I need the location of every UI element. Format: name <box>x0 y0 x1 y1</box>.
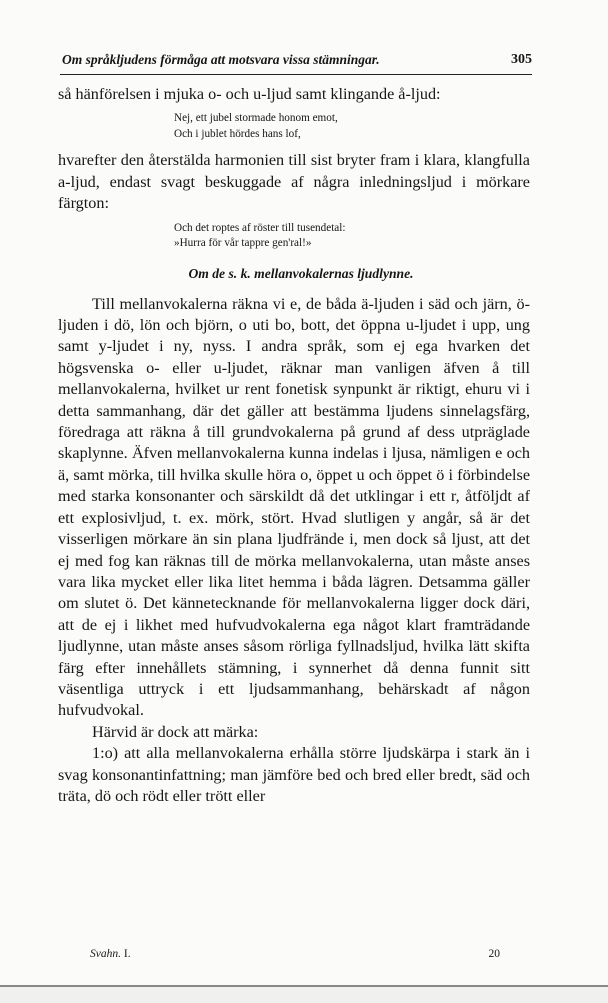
paragraph-3: Till mellanvokalerna räkna vi e, de båda ä-ljuden i säd och järn, ö-ljuden i dö, lön och björn, o uti bo, bott, det öppna u-ljudet i upp, ung samt y-ljudet i ny, nyss. I andra språk, som ej ega hvarken det högsvenska o- eller u-ljudet, räknar man vanligen äfven å till mellanvokalerna, hvilket ur rent fonetisk synpunkt är riktigt, ehuru vi i detta sammanhang, där det gäller att bestämma ljudens sinnelagsfärg, föredraga att räkna å till grundvokalerna på grund af dess utpräglade skaplynne. Äfven mellanvokalerna kunna indelas i ljusa, nämligen e och ä, samt mörka, till hvilka skulle höra o, öppet u och öppet ö i förbindelse med starka konsonanter och särskildt då det utklingar i ett r, åtföljdt af ett explosivljud, t. ex. mörk, stört. Hvad slutligen y angår, så är det visserligen mörkare än sin plana ljudfrände i, men dock så ljust, att det ej med fog kan räknas till de mörka mellanvokalerna, utan måste anses vara lika mycket eller lika litet hemma i båda lägren. Detsamma gäller om slutet ö. Det kännetecknande för mellanvokalerna ligger dock däri, att de ej i likhet med hufvudvokalerna ega något klart framträdande ljudlynne, utan måste anses såsom rörliga fyllnadsljud, hvilka lätt skifta färg efter innehållets stämning, i synnerhet då denna funnit sitt väsentliga uttryck i ett ljudsammanhang, behärskadt af någon hufvudvokal. <box>58 294 530 720</box>
page-number: 305 <box>511 52 532 67</box>
sheet-number: 20 <box>488 948 500 960</box>
scan-bottom-edge <box>0 985 608 1003</box>
paragraph-5: 1:o) att alla mellanvokalerna erhålla större ljudskärpa i stark än i svag konsonantinfattning; man jämföre bed och bred eller bredt, säd och träta, dö och rödt eller trött eller <box>58 744 530 805</box>
verse-line: »Hurra för vår tappre gen'ral!» <box>174 237 312 250</box>
header-rule <box>60 74 532 75</box>
paragraph-1: så hänförelsen i mjuka o- och u-ljud samt klingande å-ljud: <box>58 85 441 103</box>
running-head-title: Om språkljudens förmåga att motsvara vissa stämningar. <box>62 52 380 67</box>
page-footer <box>90 948 500 960</box>
section-heading: Om de s. k. mellanvokalernas ljudlynne. <box>188 265 414 281</box>
verse-line: Nej, ett jubel stormade honom emot, <box>174 112 338 125</box>
printer-signature: Svahn. <box>90 948 121 960</box>
paragraph-2: hvarefter den återstälda harmonien till sist bryter fram i klara, klangfulla a-ljud, endast svagt beskuggade af några inledningsljud i mörkare färgton: <box>58 151 530 213</box>
verse-quote-2 <box>174 221 530 252</box>
verse-quote-1 <box>174 111 530 142</box>
verse-line: Och i jublet hördes hans lof, <box>174 127 301 140</box>
paragraph-4: Härvid är dock att märka: <box>92 722 259 741</box>
page-body <box>58 84 530 807</box>
verse-line: Och det roptes af röster till tusendetal: <box>174 221 346 234</box>
running-head <box>62 52 532 68</box>
volume-mark: I. <box>123 948 131 960</box>
